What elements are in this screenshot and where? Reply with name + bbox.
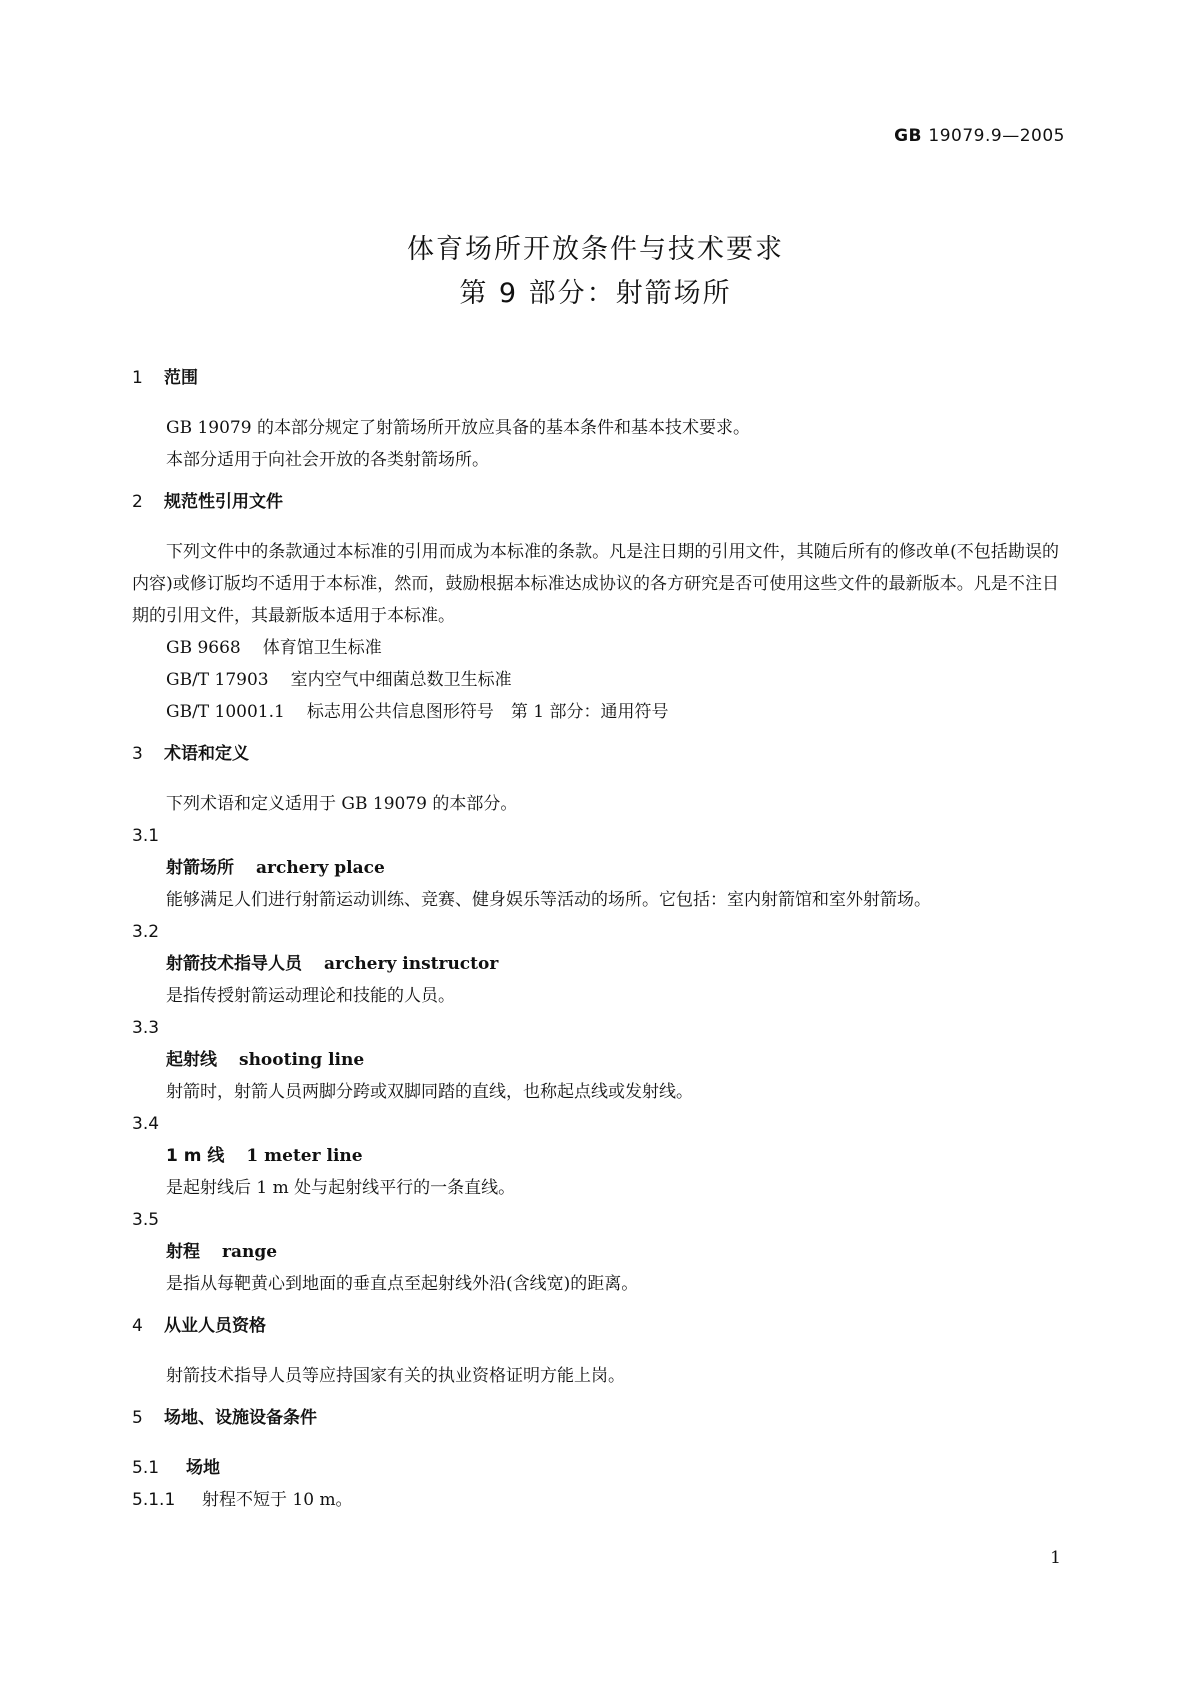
section-3-heading: [132, 738, 1059, 770]
term-number: 3.3: [132, 1018, 160, 1038]
section-title: 从业人员资格: [164, 1316, 266, 1336]
section-1-paragraph-2: 本部分适用于向社会开放的各类射箭场所。: [166, 450, 489, 470]
clause-5-1-1: [132, 1484, 1059, 1516]
section-4-heading: [132, 1310, 1059, 1342]
title-line-2: 第 9 部分：射箭场所: [459, 278, 732, 309]
page-number: 1: [1050, 1548, 1061, 1568]
subsection-5-1-heading: [132, 1452, 1059, 1484]
term-zh: 1 m 线: [166, 1146, 225, 1166]
term-number: 3.1: [132, 826, 160, 846]
document-title: [0, 228, 1191, 316]
section-number: 1: [132, 368, 143, 388]
term-heading: [132, 948, 1059, 980]
term-en: range: [222, 1242, 278, 1262]
section-number: 2: [132, 492, 143, 512]
term-heading: [132, 852, 1059, 884]
term-zh: 射箭场所: [166, 858, 234, 878]
reference-code: GB 9668: [166, 638, 241, 658]
section-1-paragraph-1: GB 19079 的本部分规定了射箭场所开放应具备的基本条件和基本技术要求。: [166, 418, 750, 438]
section-number: 3: [132, 744, 143, 764]
section-title: 规范性引用文件: [164, 492, 283, 512]
term-definition: 射箭时，射箭人员两脚分跨或双脚同踏的直线，也称起点线或发射线。: [166, 1082, 693, 1102]
section-5-heading: [132, 1402, 1059, 1434]
reference-name: 体育馆卫生标准: [262, 638, 382, 658]
term-zh: 起射线: [166, 1050, 217, 1070]
term-en: 1 meter line: [246, 1146, 363, 1166]
reference-item: [132, 696, 1059, 728]
term-definition: 是指从每靶黄心到地面的垂直点至起射线外沿(含线宽)的距离。: [166, 1274, 639, 1294]
term-definition: 是指传授射箭运动理论和技能的人员。: [166, 986, 455, 1006]
section-number: 5: [132, 1408, 143, 1428]
term-definition: 能够满足人们进行射箭运动训练、竞赛、健身娱乐等活动的场所。它包括：室内射箭馆和室外射箭场。: [166, 890, 931, 910]
section-title: 范围: [164, 368, 198, 388]
term-number: 3.5: [132, 1210, 160, 1230]
term-en: shooting line: [239, 1050, 365, 1070]
term-zh: 射箭技术指导人员: [166, 954, 302, 974]
section-2-heading: [132, 486, 1059, 518]
subsection-title: 场地: [186, 1458, 220, 1478]
reference-code: GB/T 17903: [166, 670, 269, 690]
term-en: archery place: [256, 858, 385, 878]
term-heading: [132, 1140, 1059, 1172]
clause-number: 5.1.1: [132, 1490, 176, 1510]
reference-name: 室内空气中细菌总数卫生标准: [290, 670, 512, 690]
clause-text: 射程不短于 10 m。: [202, 1490, 353, 1510]
standard-code-number: 19079.9—2005: [928, 126, 1065, 146]
term-heading: [132, 1044, 1059, 1076]
term-heading: [132, 1236, 1059, 1268]
term-en: archery instructor: [324, 954, 499, 974]
subsection-number: 5.1: [132, 1458, 160, 1478]
document-body: [132, 362, 1059, 1516]
section-2-paragraph: 下列文件中的条款通过本标准的引用而成为本标准的条款。凡是注日期的引用文件，其随后所有的修改单(不包括勘误的内容)或修订版均不适用于本标准，然而，鼓励根据本标准达成协议的各方研究是否可使用这些文件的最新版本。凡是不注日期的引用文件，其最新版本适用于本标准。: [132, 542, 1059, 626]
term-number: 3.2: [132, 922, 160, 942]
standard-code-prefix: GB: [894, 126, 922, 146]
reference-item: [132, 632, 1059, 664]
reference-item: [132, 664, 1059, 696]
reference-name: 标志用公共信息图形符号 第 1 部分：通用符号: [306, 702, 669, 722]
standard-code: [894, 126, 1065, 146]
section-number: 4: [132, 1316, 143, 1336]
term-number: 3.4: [132, 1114, 160, 1134]
title-line-1: 体育场所开放条件与技术要求: [407, 234, 784, 265]
term-definition: 是起射线后 1 m 处与起射线平行的一条直线。: [166, 1178, 516, 1198]
section-3-intro: 下列术语和定义适用于 GB 19079 的本部分。: [166, 794, 518, 814]
section-4-paragraph: 射箭技术指导人员等应持国家有关的执业资格证明方能上岗。: [166, 1366, 625, 1386]
reference-code: GB/T 10001.1: [166, 702, 285, 722]
section-title: 场地、设施设备条件: [164, 1408, 317, 1428]
section-title: 术语和定义: [164, 744, 249, 764]
term-zh: 射程: [166, 1242, 200, 1262]
section-1-heading: [132, 362, 1059, 394]
